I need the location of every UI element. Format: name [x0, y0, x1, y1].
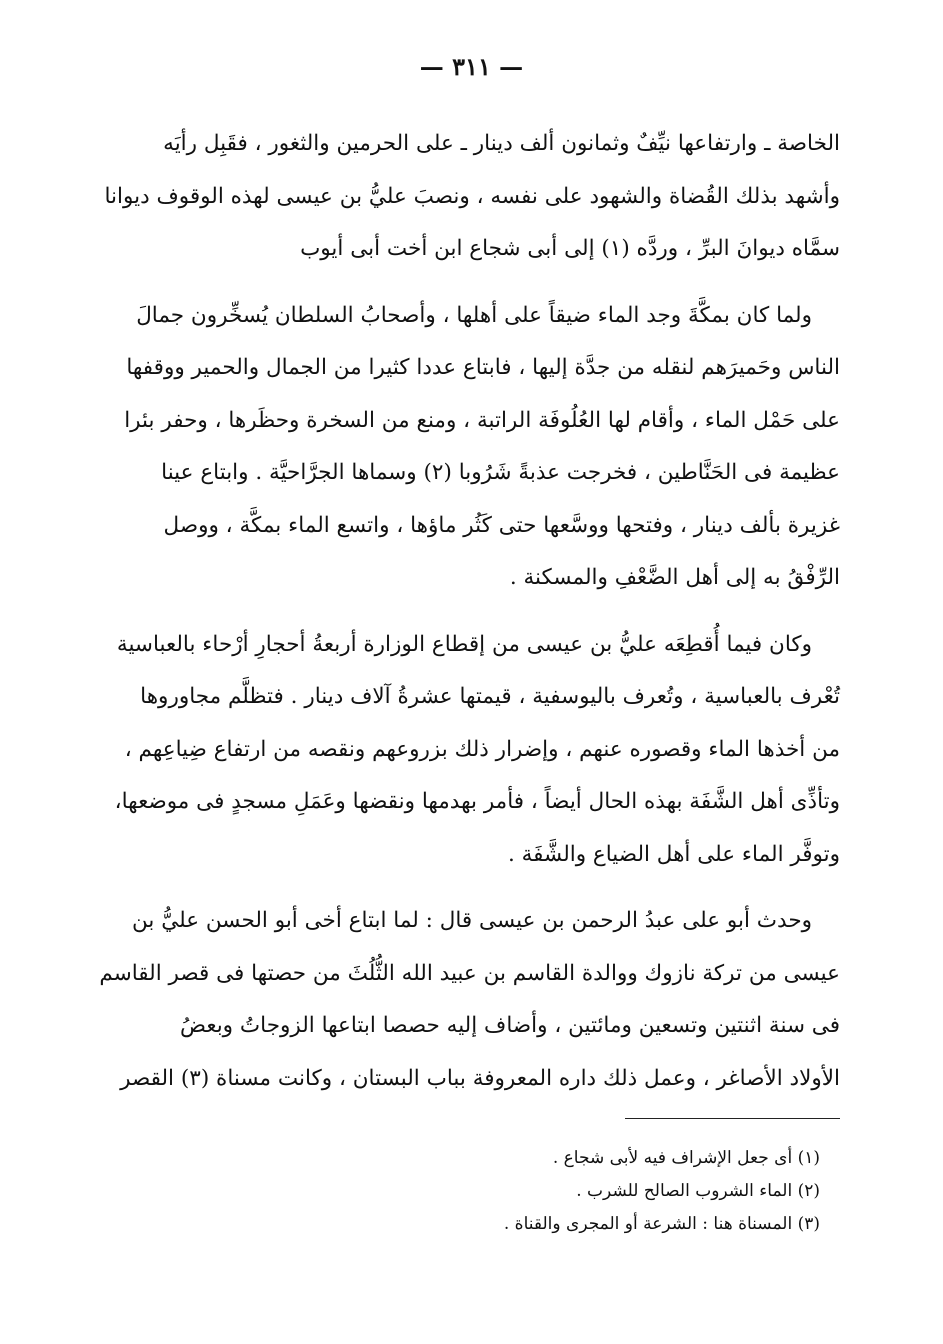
text-line: وتوفَّر الماء على أهل الضياع والشَّفَة . [507, 841, 840, 867]
text-line: الأولاد الأصاغر ، وعمل ذلك داره المعروفة بباب البستان ، وكانت مسناة (٣) القصر [120, 1065, 840, 1091]
paragraph-4 [99, 895, 840, 1105]
text-line: فى سنة اثنتين وتسعين ومائتين ، وأضاف إليه حصصا ابتاعها الزوجاتُ وبعضُ [179, 1013, 840, 1038]
footnote-divider [625, 1118, 840, 1119]
text-line: من أخذها الماء وقصوره عنهم ، وإضرار ذلك بزروعهم ونقصه من ارتفاع ضِياعِهم ، [124, 736, 840, 762]
text-line: عيسى من تركة نازوك ووالدة القاسم بن عبيد الله الثُّلُثَ من حصتها فى قصر القاسم [99, 960, 840, 986]
main-text [99, 118, 840, 1119]
text-line: وتأذِّى أهل الشَّفَة بهذه الحال أيضاً ، فأمر بهدمها ونقضها وعَمَلِ مسجدٍ فى موضعها، [114, 789, 840, 814]
text-line: عظيمة فى الحَنَّاطين ، فخرجت عذبةً شَرُوبا (٢) وسماها الجرَّاحيَّة . وابتاع عينا [161, 460, 840, 485]
text-line: الرِّفْقُ به إلى أهل الضَّعْفِ والمسكنة . [509, 565, 840, 590]
page-number: — ٣١١ — [419, 52, 524, 81]
paragraph-3 [114, 619, 840, 882]
text-line: الخاصة ـ وارتفاعها نيِّفٌ وثمانون ألف دينار ـ على الحرمين والثغور ، فقَبِل رأيَه [163, 131, 840, 156]
paragraph-1 [104, 118, 840, 276]
footnotes [300, 1142, 820, 1241]
footnote-1: (١) أى جعل الإشراف فيه لأبى شجاع . [552, 1148, 820, 1168]
text-line: وكان فيما أُقطِعَه عليُّ بن عيسى من إقطاع الوزارة أربعةُ أحجارِ أرْحاء بالعباسية [116, 631, 812, 657]
text-line: وأشهد بذلك القُضاة والشهود على نفسه ، ونصبَ عليُّ بن عيسى لهذه الوقوف ديوانا [104, 183, 840, 209]
text-line: على حَمْل الماء ، وأقام لها العُلُوفَة الراتبة ، ومنع من السخرة وحظَرها ، وحفر بئرا [124, 407, 840, 433]
text-line: غزيرة بألف دينار ، وفتحها ووسَّعها حتى كَثُر ماؤها ، واتسع الماء بمكَّة ، ووصل [163, 512, 840, 538]
footnote-2: (٢) الماء الشروب الصالح للشرب . [576, 1181, 820, 1201]
footnote-3: (٣) المسناة هنا : الشرعة أو المجرى والقناة . [503, 1214, 820, 1234]
text-line: تُعْرف بالعباسية ، وتُعرف باليوسفية ، قيمتها عشرةُ آلاف دينار . فتظلَّم مجاوروها [140, 684, 840, 709]
text-line: وحدث أبو على عبدُ الرحمن بن عيسى قال : لما ابتاع أخى أبو الحسن عليُّ بن [132, 908, 812, 933]
text-line: الناس وحَميرَهم لنقله من جدَّة إليها ، فابتاع عددا كثيرا من الجمال والحمير ووقفها [126, 355, 840, 380]
paragraph-2 [124, 290, 840, 605]
text-line: سمَّاه ديوانَ البرِّ ، وردَّه (١) إلى أبى شجاع ابن أخت أبى أيوب [300, 236, 840, 261]
text-line: ولما كان بمكَّةَ وجد الماء ضيقاً على أهلها ، وأصحابُ السلطان يُسخِّرون جمالَ [136, 302, 812, 328]
